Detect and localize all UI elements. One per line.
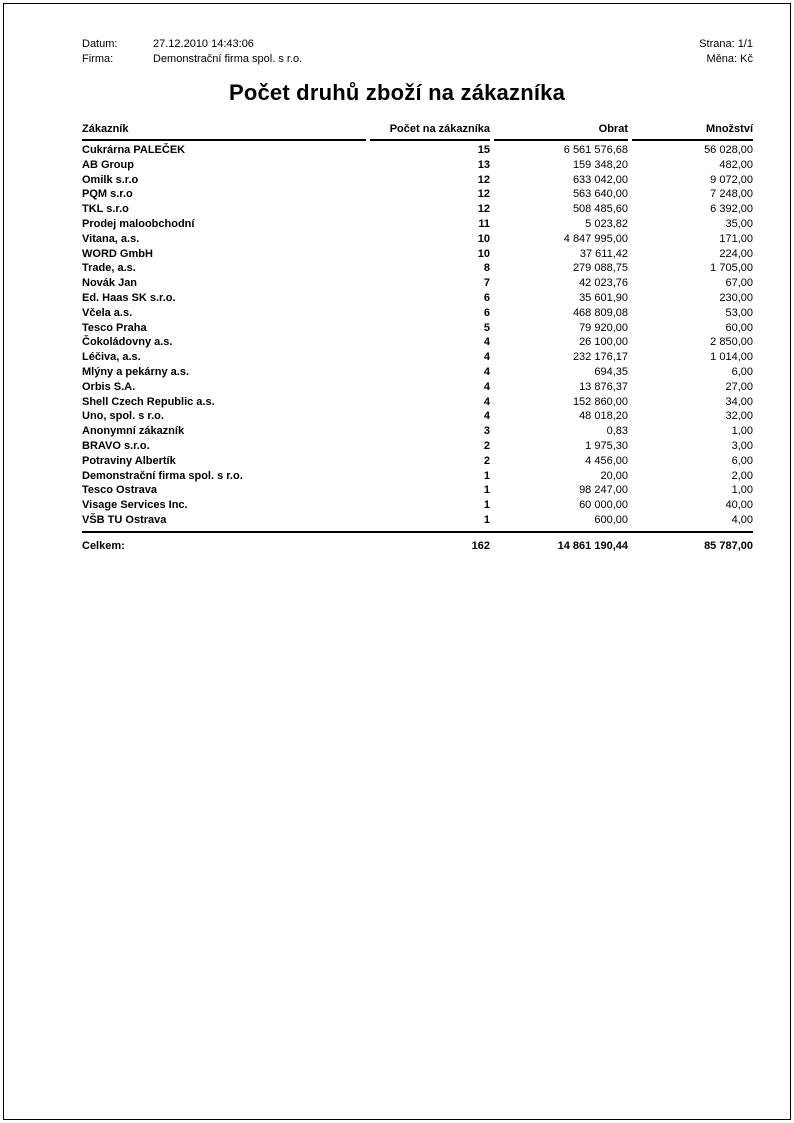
cell-count: 4 xyxy=(483,365,490,378)
report-table xyxy=(82,122,753,554)
meta-left-block xyxy=(82,37,302,67)
company-label: Firma: xyxy=(82,53,114,65)
cell-turnover: 1 975,30 xyxy=(585,439,628,452)
cell-customer: Visage Services Inc. xyxy=(82,499,188,512)
table-row xyxy=(82,365,753,380)
table-row xyxy=(82,498,753,513)
cell-quantity: 32,00 xyxy=(725,410,753,423)
cell-count: 4 xyxy=(483,410,490,423)
cell-turnover: 508 485,60 xyxy=(572,203,628,216)
cell-turnover: 694,35 xyxy=(594,365,628,378)
cell-quantity: 2,00 xyxy=(731,469,753,482)
cell-customer: TKL s.r.o xyxy=(82,203,129,216)
cell-quantity: 3,00 xyxy=(731,439,753,452)
cell-quantity: 53,00 xyxy=(725,306,753,319)
cell-customer: Léčiva, a.s. xyxy=(82,351,141,364)
cell-quantity: 1 014,00 xyxy=(710,351,753,364)
cell-turnover: 98 247,00 xyxy=(579,484,628,497)
table-row xyxy=(82,247,753,262)
cell-quantity: 2 850,00 xyxy=(710,336,753,349)
cell-turnover: 42 023,76 xyxy=(579,277,628,290)
cell-turnover: 159 348,20 xyxy=(572,158,628,171)
cell-turnover: 48 018,20 xyxy=(579,410,628,423)
total-count: 162 xyxy=(471,539,490,552)
cell-customer: VŠB TU Ostrava xyxy=(82,513,167,526)
column-header-turnover: Obrat xyxy=(494,122,628,141)
cell-turnover: 4 847 995,00 xyxy=(563,232,628,245)
cell-count: 10 xyxy=(477,247,490,260)
table-row xyxy=(82,173,753,188)
table-row xyxy=(82,202,753,217)
cell-customer: Ed. Haas SK s.r.o. xyxy=(82,291,176,304)
table-row xyxy=(82,261,753,276)
cell-customer: Omilk s.r.o xyxy=(82,173,139,186)
cell-count: 13 xyxy=(477,158,490,171)
table-row xyxy=(82,217,753,232)
table-body xyxy=(82,143,753,528)
total-row xyxy=(82,539,753,554)
cell-turnover: 0,83 xyxy=(606,425,628,438)
table-row xyxy=(82,232,753,247)
cell-customer: Vitana, a.s. xyxy=(82,232,140,245)
cell-quantity: 171,00 xyxy=(719,232,753,245)
cell-quantity: 224,00 xyxy=(719,247,753,260)
cell-quantity: 1,00 xyxy=(731,425,753,438)
report-title: Počet druhů zboží na zákazníka xyxy=(228,80,566,105)
cell-count: 8 xyxy=(483,262,490,275)
cell-count: 7 xyxy=(483,277,490,290)
cell-count: 3 xyxy=(483,425,490,438)
column-header-count: Počet na zákazníka xyxy=(370,122,490,141)
company-value: Demonstrační firma spol. s r.o. xyxy=(153,53,303,65)
cell-quantity: 1,00 xyxy=(731,484,753,497)
cell-quantity: 1 705,00 xyxy=(710,262,753,275)
table-row xyxy=(82,380,753,395)
cell-turnover: 20,00 xyxy=(600,469,628,482)
cell-count: 4 xyxy=(483,380,490,393)
cell-turnover: 79 920,00 xyxy=(579,321,628,334)
report-content xyxy=(0,0,794,554)
cell-count: 12 xyxy=(477,203,490,216)
cell-quantity: 6,00 xyxy=(731,365,753,378)
cell-turnover: 468 809,08 xyxy=(572,306,628,319)
cell-turnover: 6 561 576,68 xyxy=(563,144,628,156)
cell-quantity: 9 072,00 xyxy=(710,173,753,186)
cell-quantity: 35,00 xyxy=(725,217,753,230)
cell-count: 1 xyxy=(483,513,490,526)
table-row xyxy=(82,409,753,424)
cell-quantity: 6 392,00 xyxy=(710,203,753,216)
cell-count: 4 xyxy=(483,351,490,364)
cell-turnover: 563 640,00 xyxy=(572,188,628,201)
table-row xyxy=(82,454,753,469)
cell-count: 15 xyxy=(477,144,490,156)
cell-count: 2 xyxy=(483,454,490,467)
cell-count: 11 xyxy=(478,217,490,230)
meta-right-block xyxy=(699,37,753,67)
cell-customer: Prodej maloobchodní xyxy=(82,217,195,230)
table-header-row xyxy=(82,122,753,141)
cell-customer: Čokoládovny a.s. xyxy=(82,336,173,349)
cell-customer: Trade, a.s. xyxy=(82,262,136,275)
cell-quantity: 482,00 xyxy=(719,158,753,171)
cell-count: 12 xyxy=(477,188,490,201)
cell-count: 1 xyxy=(483,469,490,482)
cell-turnover: 633 042,00 xyxy=(572,173,628,186)
cell-quantity: 40,00 xyxy=(725,499,753,512)
cell-turnover: 13 876,37 xyxy=(579,380,628,393)
cell-turnover: 37 611,42 xyxy=(579,247,628,260)
cell-count: 6 xyxy=(483,291,490,304)
table-row xyxy=(82,424,753,439)
cell-turnover: 5 023,82 xyxy=(585,217,628,230)
cell-customer: Shell Czech Republic a.s. xyxy=(82,395,215,408)
cell-count: 4 xyxy=(483,336,490,349)
cell-count: 12 xyxy=(477,173,490,186)
cell-customer: Cukrárna PALEČEK xyxy=(82,144,186,156)
cell-customer: Uno, spol. s r.o. xyxy=(82,410,164,423)
cell-count: 10 xyxy=(477,232,490,245)
cell-turnover: 60 000,00 xyxy=(579,499,628,512)
table-row xyxy=(82,187,753,202)
table-row xyxy=(82,158,753,173)
cell-customer: PQM s.r.o xyxy=(82,188,133,201)
table-row xyxy=(82,291,753,306)
currency-info: Měna: Kč xyxy=(706,53,753,65)
column-header-quantity: Množství xyxy=(632,122,753,141)
cell-count: 4 xyxy=(483,395,490,408)
cell-count: 2 xyxy=(483,439,490,452)
cell-customer: Anonymní zákazník xyxy=(82,425,185,438)
cell-turnover: 35 601,90 xyxy=(579,291,628,304)
cell-turnover: 4 456,00 xyxy=(585,454,628,467)
cell-customer: Včela a.s. xyxy=(82,306,133,319)
cell-quantity: 27,00 xyxy=(725,380,753,393)
column-header-customer: Zákazník xyxy=(82,122,366,141)
cell-turnover: 152 860,00 xyxy=(572,395,628,408)
cell-count: 1 xyxy=(483,484,490,497)
total-label: Celkem: xyxy=(82,539,125,552)
cell-customer: Tesco Ostrava xyxy=(82,484,158,497)
cell-quantity: 60,00 xyxy=(725,321,753,334)
cell-quantity: 67,00 xyxy=(725,277,753,290)
table-row xyxy=(82,439,753,454)
meta-company-row xyxy=(82,52,302,67)
cell-count: 5 xyxy=(483,321,490,334)
cell-quantity: 7 248,00 xyxy=(710,188,753,201)
cell-customer: Novák Jan xyxy=(82,277,138,290)
page-number: Strana: 1/1 xyxy=(699,38,753,50)
table-row xyxy=(82,335,753,350)
table-row xyxy=(82,469,753,484)
cell-customer: AB Group xyxy=(82,158,134,171)
cell-count: 6 xyxy=(483,306,490,319)
cell-quantity: 34,00 xyxy=(725,395,753,408)
cell-turnover: 26 100,00 xyxy=(579,336,628,349)
cell-turnover: 600,00 xyxy=(594,513,628,526)
cell-count: 1 xyxy=(483,499,490,512)
report-meta-header xyxy=(82,37,753,67)
cell-customer: WORD GmbH xyxy=(82,247,153,260)
table-row xyxy=(82,321,753,336)
cell-customer: Demonstrační firma spol. s r.o. xyxy=(82,469,243,482)
table-row xyxy=(82,276,753,291)
cell-customer: Mlýny a pekárny a.s. xyxy=(82,365,189,378)
cell-quantity: 6,00 xyxy=(731,454,753,467)
table-row xyxy=(82,513,753,528)
cell-turnover: 232 176,17 xyxy=(572,351,628,364)
cell-quantity: 230,00 xyxy=(719,291,753,304)
cell-customer: BRAVO s.r.o. xyxy=(82,439,150,452)
cell-quantity: 56 028,00 xyxy=(704,144,753,156)
cell-customer: Orbis S.A. xyxy=(82,380,136,393)
total-separator-line xyxy=(82,531,753,533)
total-turnover: 14 861 190,44 xyxy=(557,539,628,552)
table-row xyxy=(82,395,753,410)
cell-customer: Potraviny Albertík xyxy=(82,454,176,467)
table-row xyxy=(82,306,753,321)
cell-quantity: 4,00 xyxy=(731,513,753,526)
cell-turnover: 279 088,75 xyxy=(572,262,628,275)
meta-date-row xyxy=(82,37,302,52)
date-value: 27.12.2010 14:43:06 xyxy=(153,38,254,50)
table-row xyxy=(82,483,753,498)
table-row xyxy=(82,143,753,158)
date-label: Datum: xyxy=(82,38,118,50)
cell-customer: Tesco Praha xyxy=(82,321,147,334)
total-quantity: 85 787,00 xyxy=(704,539,753,552)
table-row xyxy=(82,350,753,365)
